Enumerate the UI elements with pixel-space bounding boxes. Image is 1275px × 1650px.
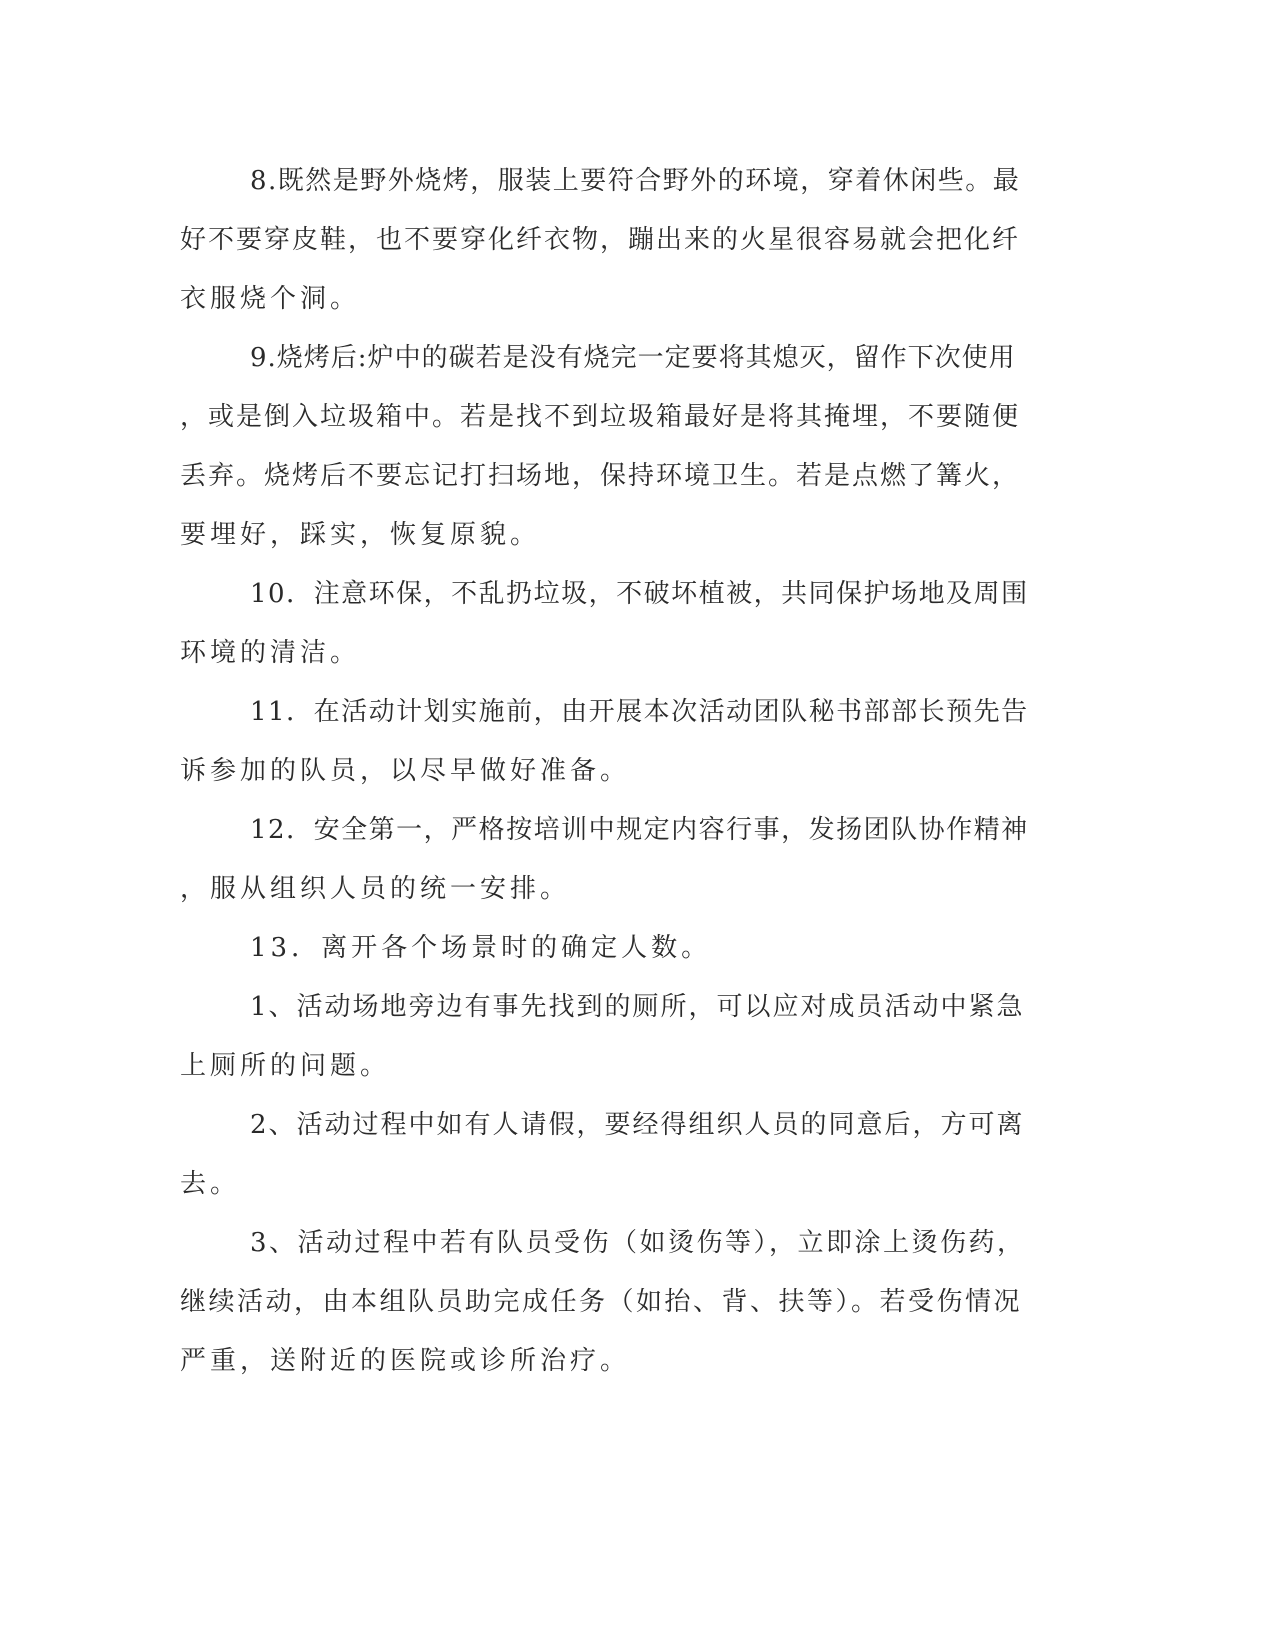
text-line: 诉参加的队员，以尽早做好准备。 — [180, 756, 631, 786]
text-line: ，服从组织人员的统一安排。 — [180, 874, 571, 904]
text-line: 1、活动场地旁边有事先找到的厕所，可以应对成员活动中紧急 — [250, 992, 1025, 1022]
text-line: 10．注意环保，不乱扔垃圾，不破坏植被，共同保护场地及周围 — [250, 579, 1029, 609]
text-line: 要埋好，踩实，恢复原貌。 — [180, 520, 541, 550]
text-line: 继续活动，由本组队员助完成任务（如抬、背、扶等）。若受伤情况 — [180, 1287, 1023, 1317]
text-line: 11．在活动计划实施前，由开展本次活动团队秘书部部长预先告 — [250, 697, 1029, 727]
text-line: 3、活动过程中若有队员受伤（如烫伤等），立即涂上烫伤药， — [250, 1228, 1026, 1258]
text-line: 去。 — [180, 1169, 241, 1199]
text-line: 丢弃。烧烤后不要忘记打扫场地，保持环境卫生。若是点燃了篝火， — [180, 461, 1021, 491]
text-line: 好不要穿皮鞋，也不要穿化纤衣物，蹦出来的火星很容易就会把化纤 — [180, 225, 1021, 255]
text-line: 13．离开各个场景时的确定人数。 — [250, 933, 712, 963]
text-line: 衣服烧个洞。 — [180, 284, 361, 314]
text-line: 8.既然是野外烧烤，服装上要符合野外的环境，穿着休闲些。最 — [250, 166, 1021, 196]
text-line: 严重，送附近的医院或诊所治疗。 — [180, 1346, 631, 1376]
text-line: 12．安全第一，严格按培训中规定内容行事，发扬团队协作精神 — [250, 815, 1029, 845]
text-line: ，或是倒入垃圾箱中。若是找不到垃圾箱最好是将其掩埋，不要随便 — [180, 402, 1021, 432]
text-line: 上厕所的问题。 — [180, 1051, 391, 1081]
text-line: 2、活动过程中如有人请假，要经得组织人员的同意后，方可离 — [250, 1110, 1025, 1140]
text-line: 环境的清洁。 — [180, 638, 361, 668]
text-line: 9.烧烤后:炉中的碳若是没有烧完一定要将其熄灭，留作下次使用 — [250, 343, 1016, 373]
